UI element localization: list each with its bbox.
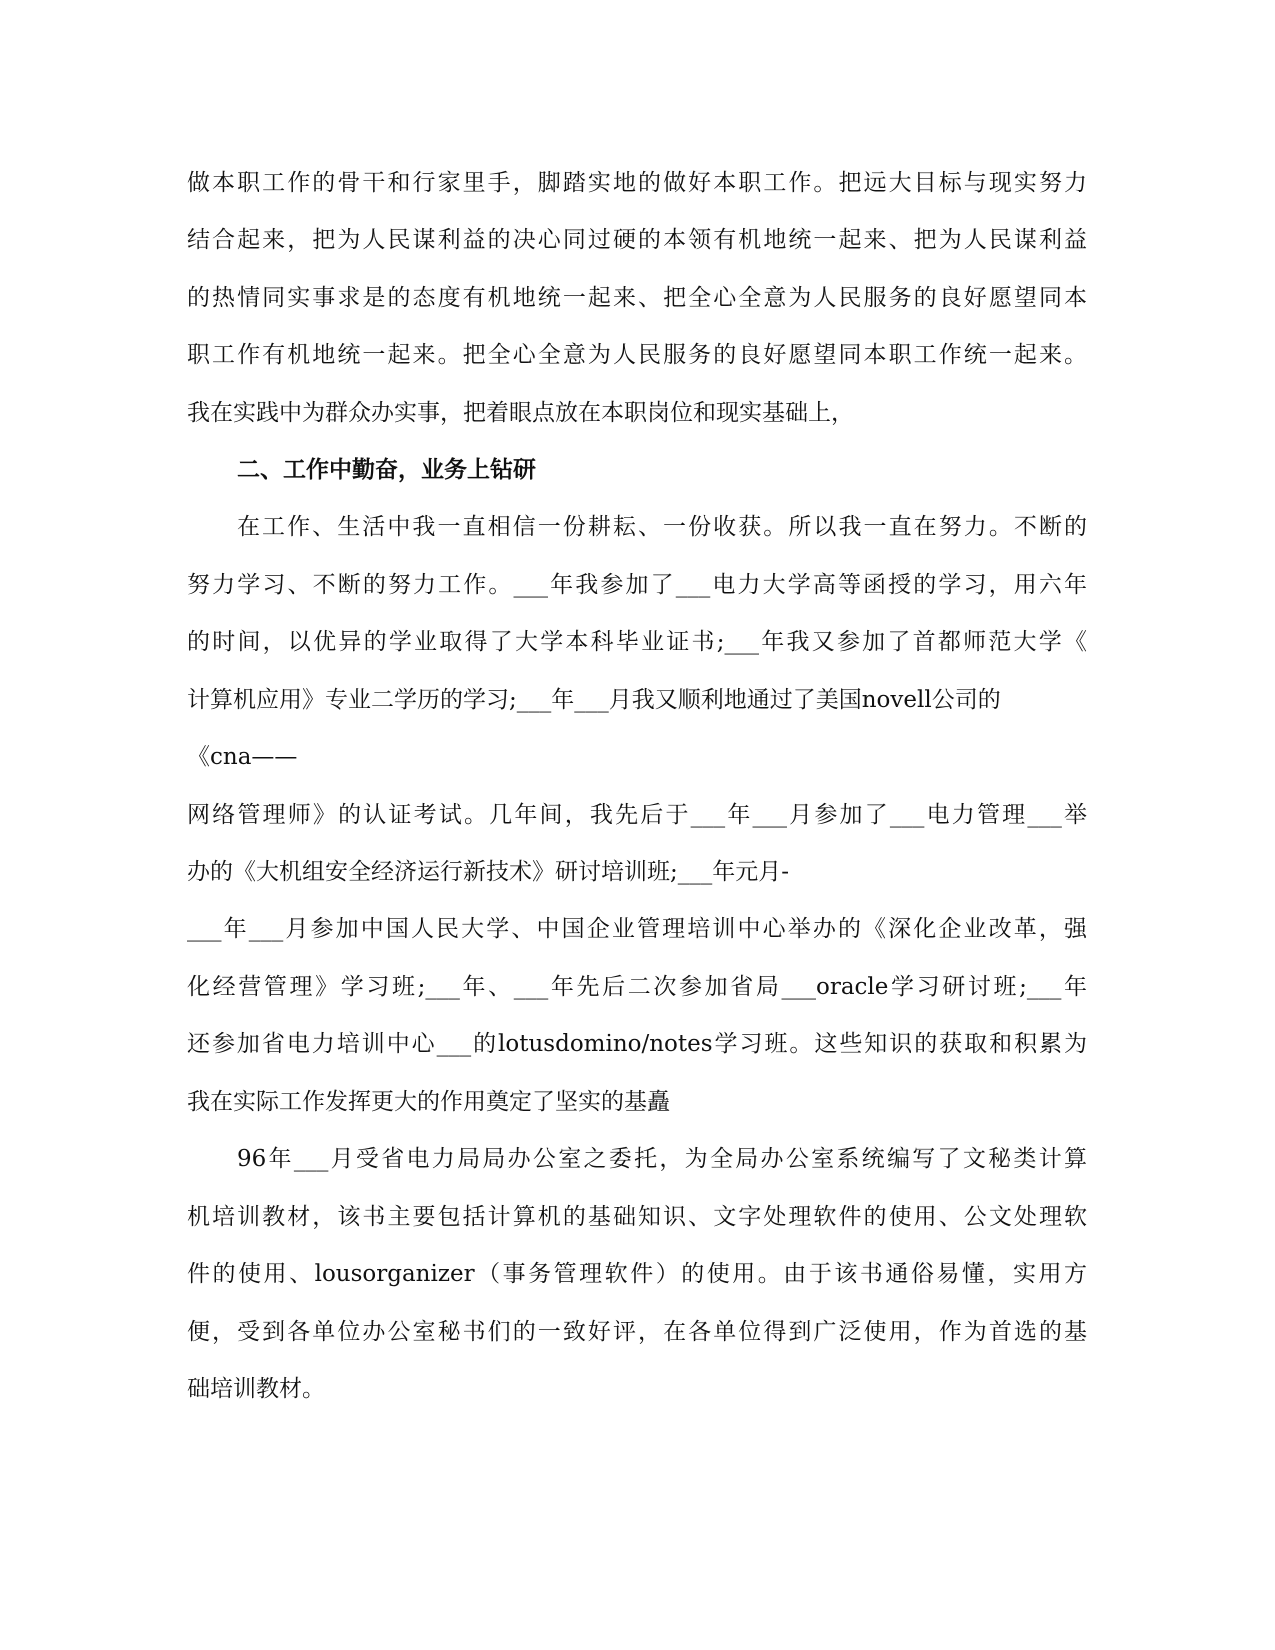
paragraph-3-line-5: 础培训教材。 — [187, 1376, 325, 1402]
paragraph-3-line-1: 96年___月受省电力局局办公室之委托，为全局办公室系统编写了文秘类计算 — [237, 1146, 1087, 1172]
paragraph-2-line-1: 在工作、生活中我一直相信一份耕耘、一份收获。所以我一直在努力。不断的 — [237, 514, 1087, 540]
paragraph-2-line-4: 计算机应用》专业二学历的学习;___年___月我又顺利地通过了美国novell公司的 — [187, 687, 1001, 713]
paragraph-2-line-9: 化经营管理》学习班;___年、___年先后二次参加省局___oracle学习研讨班;___年 — [187, 974, 1087, 1000]
paragraph-2-line-10: 还参加省电力培训中心___的lotusdomino/notes学习班。这些知识的获取和积累为 — [187, 1031, 1087, 1057]
paragraph-1-line-3: 的热情同实事求是的态度有机地统一起来、把全心全意为人民服务的良好愿望同本 — [187, 285, 1087, 311]
paragraph-2-line-8: ___年___月参加中国人民大学、中国企业管理培训中心举办的《深化企业改革，强 — [187, 916, 1087, 942]
paragraph-2-line-11: 我在实际工作发挥更大的作用奠定了坚实的基矗 — [187, 1089, 670, 1115]
paragraph-2-line-2: 努力学习、不断的努力工作。___年我参加了___电力大学高等函授的学习，用六年 — [187, 572, 1087, 598]
paragraph-1-line-1: 做本职工作的骨干和行家里手，脚踏实地的做好本职工作。把远大目标与现实努力 — [187, 170, 1087, 196]
section-heading-2: 二、工作中勤奋，业务上钻研 — [237, 457, 536, 483]
paragraph-3-line-2: 机培训教材，该书主要包括计算机的基础知识、文字处理软件的使用、公文处理软 — [187, 1204, 1087, 1230]
paragraph-2-line-3: 的时间，以优异的学业取得了大学本科毕业证书;___年我又参加了首都师范大学《 — [187, 629, 1087, 655]
paragraph-2-line-6: 网络管理师》的认证考试。几年间，我先后于___年___月参加了___电力管理___举 — [187, 802, 1087, 828]
paragraph-2-line-5: 《cna—— — [187, 744, 298, 770]
paragraph-1-line-4: 职工作有机地统一起来。把全心全意为人民服务的良好愿望同本职工作统一起来。 — [187, 342, 1087, 368]
paragraph-2-line-7: 办的《大机组安全经济运行新技术》研讨培训班;___年元月- — [187, 859, 790, 885]
paragraph-3-line-4: 便，受到各单位办公室秘书们的一致好评，在各单位得到广泛使用，作为首选的基 — [187, 1319, 1087, 1345]
paragraph-1-line-2: 结合起来，把为人民谋利益的决心同过硬的本领有机地统一起来、把为人民谋利益 — [187, 227, 1087, 253]
paragraph-3-line-3: 件的使用、lousorganizer（事务管理软件）的使用。由于该书通俗易懂，实用方 — [187, 1261, 1087, 1287]
paragraph-1-line-5: 我在实践中为群众办实事，把着眼点放在本职岗位和现实基础上， — [187, 400, 854, 426]
